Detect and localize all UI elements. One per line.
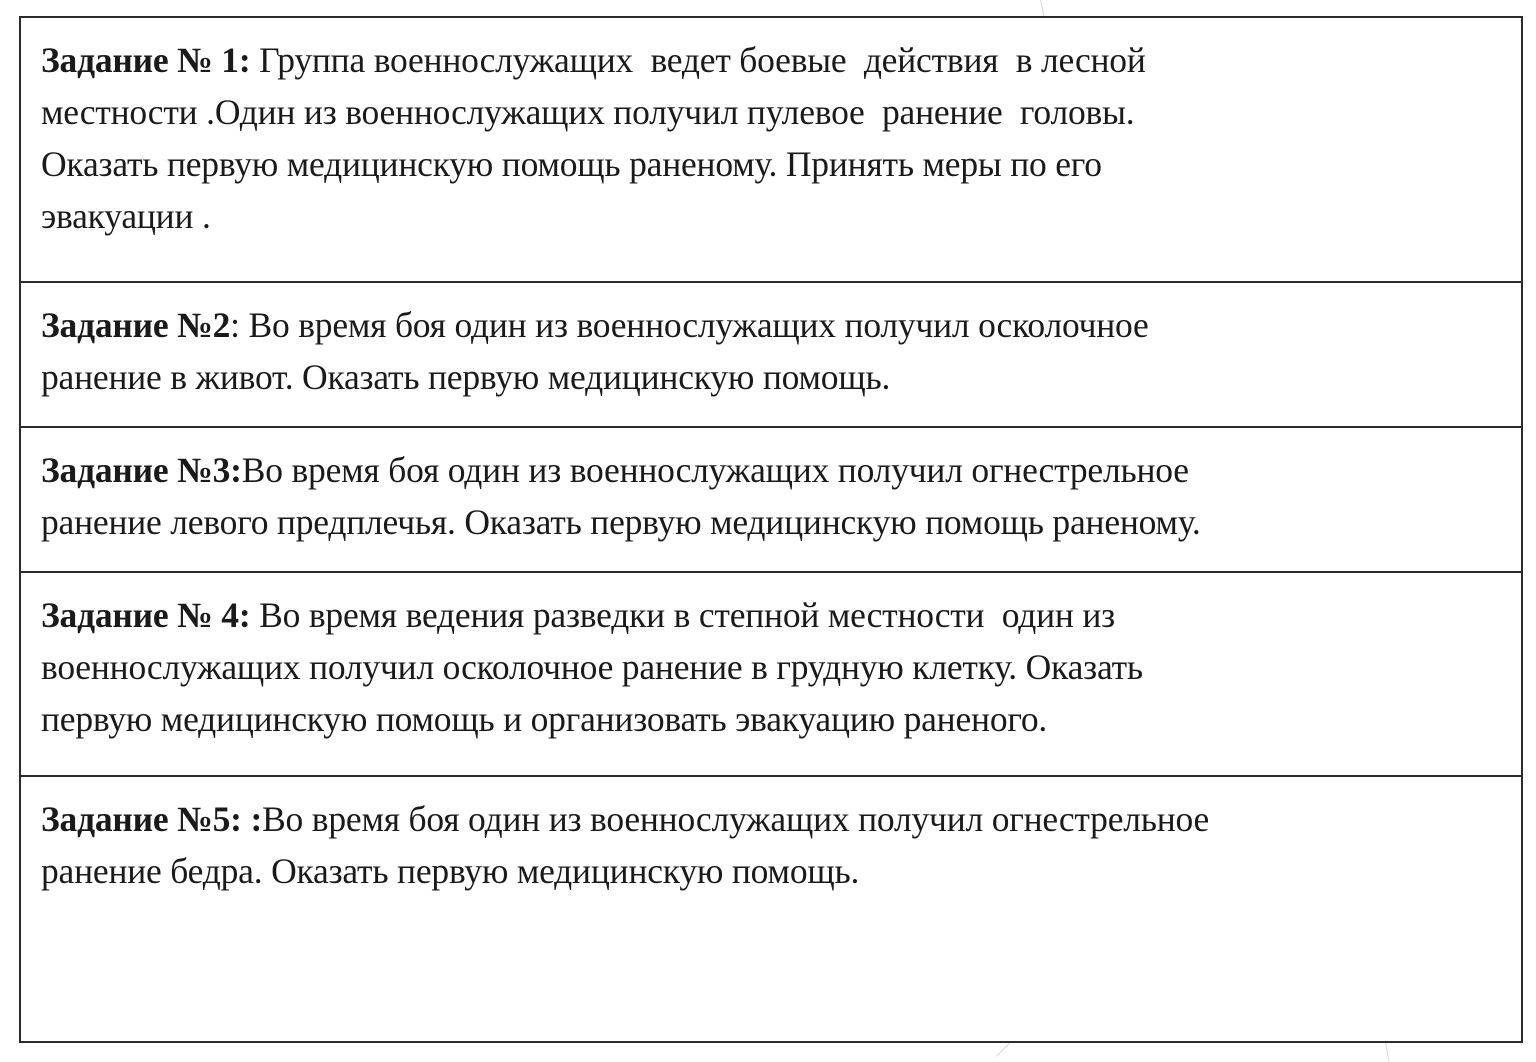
task-5-content — [41, 793, 1501, 897]
decorative-line-bottom-left — [996, 1042, 1011, 1057]
task-5-text: Во время боя один из военнослужащих получил огнестрельное ранение бедра. Оказать первую медицинскую помощь. — [41, 799, 1210, 891]
decorative-line-bottom-right — [1385, 1042, 1389, 1062]
task-row-1 — [21, 18, 1521, 283]
task-table — [19, 16, 1523, 1043]
task-1-label: Задание № 1: — [41, 40, 251, 80]
task-4-label: Задание № 4: — [41, 595, 251, 635]
task-row-2 — [21, 283, 1521, 428]
task-row-3 — [21, 428, 1521, 573]
task-row-5 — [21, 777, 1521, 1041]
task-4-text: Во время ведения разведки в степной местности один из военнослужащих получил осколочное ранение в грудную клетку. Оказать первую медицинскую помощь и организовать эвакуацию раненого. — [41, 595, 1143, 739]
task-1-content — [41, 34, 1501, 242]
task-4-content — [41, 589, 1501, 745]
task-2-text: : Во время боя один из военнослужащих получил осколочное ранение в живот. Оказать первую медицинскую помощь. — [41, 305, 1149, 397]
task-1-text: Группа военнослужащих ведет боевые действия в лесной местности .Один из военнослужащих получил пулевое ранение головы. Оказать первую медицинскую помощь раненому. Принять меры по его эвакуации . — [41, 40, 1146, 236]
task-3-label: Задание №3: — [41, 450, 242, 490]
task-3-content — [41, 444, 1501, 548]
task-3-text: Во время боя один из военнослужащих получил огнестрельное ранение левого предплечья. Оказать первую медицинскую помощь раненому. — [41, 450, 1201, 542]
task-row-4 — [21, 573, 1521, 777]
task-2-label: Задание №2 — [41, 305, 231, 345]
task-5-label: Задание №5: : — [41, 799, 263, 839]
task-2-content — [41, 299, 1501, 403]
